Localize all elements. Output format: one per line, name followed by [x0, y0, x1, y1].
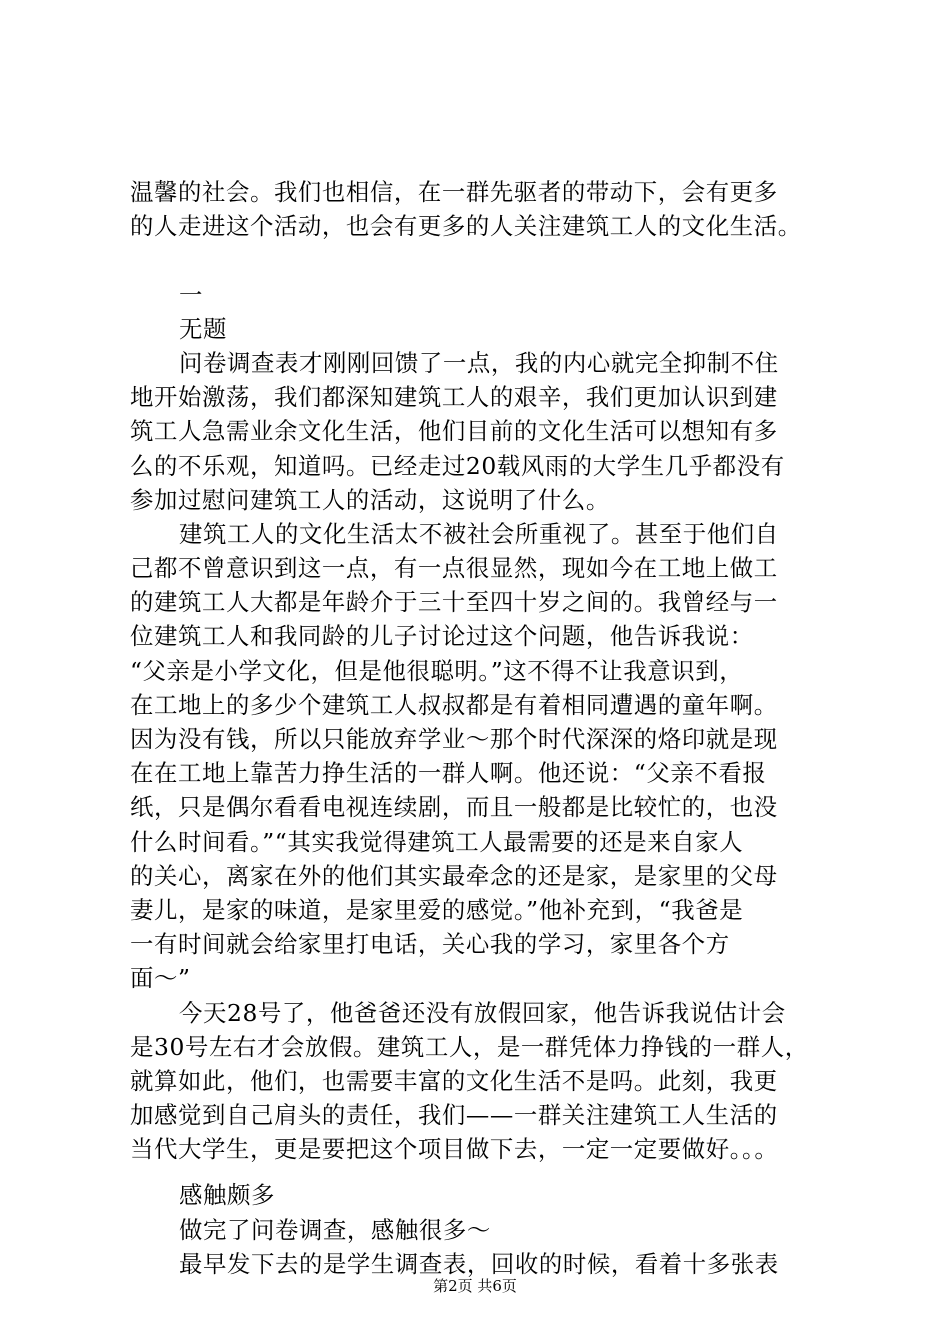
paragraph-line: 做完了问卷调查，感触很多～	[179, 1215, 491, 1244]
paragraph-line: 妻儿，是家的味道，是家里爱的感觉。”他补充到，“我爸是	[130, 895, 744, 924]
paragraph-line: 今天28号了，他爸爸还没有放假回家，他告诉我说估计会	[179, 998, 786, 1027]
paragraph-line: 参加过慰问建筑工人的活动，这说明了什么。	[130, 485, 610, 514]
paragraph-line: 因为没有钱，所以只能放弃学业～那个时代深深的烙印就是现	[130, 725, 778, 753]
paragraph-line: 当代大学生，更是要把这个项目做下去，一定一定要做好。。。	[130, 1135, 779, 1164]
paragraph-line: 问卷调查表才刚刚回馈了一点，我的内心就完全抑制不住	[179, 348, 779, 377]
paragraph-line: “父亲是小学文化，但是他很聪明。”这不得不让我意识到，	[130, 656, 744, 685]
paragraph-line: 位建筑工人和我同龄的儿子讨论过这个问题，他告诉我说：	[130, 622, 754, 651]
paragraph-line: 么的不乐观，知道吗。已经走过20载风雨的大学生几乎都没有	[130, 451, 785, 480]
paragraph-line: 在在工地上靠苦力挣生活的一群人啊。他还说：“父亲不看报	[130, 759, 767, 788]
paragraph-line: 一有时间就会给家里打电话，关心我的学习，家里各个方	[130, 930, 730, 959]
paragraph-line: 在工地上的多少个建筑工人叔叔都是有着相同遭遇的童年啊。	[130, 690, 778, 719]
section-number: 一	[179, 280, 203, 309]
paragraph-line: 加感觉到自己肩头的责任，我们——一群关注建筑工人生活的	[130, 1101, 778, 1130]
paragraph-line: 是30号左右才会放假。建筑工人，是一群凭体力挣钱的一群人，	[130, 1032, 809, 1061]
paragraph-line: 的关心，离家在外的他们其实最牵念的还是家，是家里的父母	[130, 861, 778, 890]
section-title: 无题	[179, 314, 227, 343]
paragraph-line: 最早发下去的是学生调查表，回收的时候，看着十多张表	[179, 1249, 779, 1278]
paragraph-line: 什么时间看。”“其实我觉得建筑工人最需要的还是来自家人	[130, 827, 744, 856]
paragraph-line: 筑工人急需业余文化生活，他们目前的文化生活可以想知有多	[130, 417, 778, 446]
page-footer: 第2页 共6页	[433, 1277, 517, 1295]
text-line: 的人走进这个活动，也会有更多的人关注建筑工人的文化生活。	[130, 212, 802, 241]
section-title: 感触颇多	[179, 1181, 275, 1210]
paragraph-line: 的建筑工人大都是年龄介于三十至四十岁之间的。我曾经与一	[130, 588, 778, 617]
document-body	[130, 175, 840, 1281]
paragraph-line: 建筑工人的文化生活太不被社会所重视了。甚至于他们自	[179, 519, 779, 548]
paragraph-line: 纸，只是偶尔看看电视连续剧，而且一般都是比较忙的，也没	[130, 793, 778, 822]
blank-line	[130, 243, 840, 277]
blank-line	[130, 1166, 840, 1178]
paragraph-line: 己都不曾意识到这一点，有一点很显然，现如今在工地上做工	[130, 554, 778, 583]
paragraph-line: 就算如此，他们，也需要丰富的文化生活不是吗。此刻，我更	[130, 1066, 778, 1095]
paragraph-line: 地开始激荡，我们都深知建筑工人的艰辛，我们更加认识到建	[130, 383, 778, 412]
text-line: 温馨的社会。我们也相信，在一群先驱者的带动下，会有更多	[130, 178, 778, 206]
paragraph-line: 面～”	[130, 964, 191, 993]
